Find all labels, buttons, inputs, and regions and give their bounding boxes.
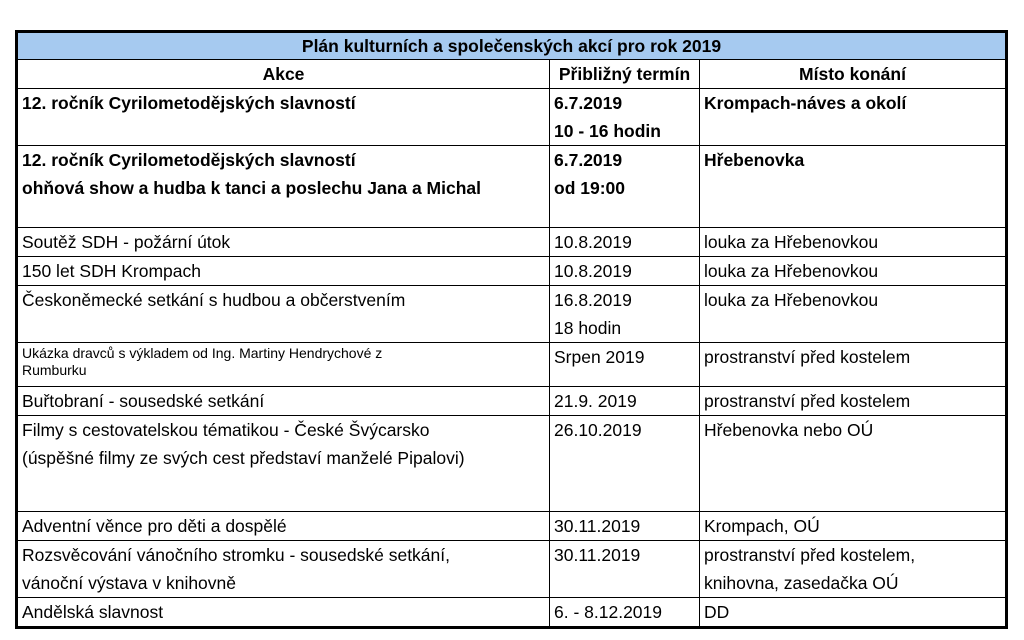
misto-cell xyxy=(700,387,1006,416)
table-row xyxy=(18,257,1006,286)
cell-line: Českoněmecké setkání s hudbou a občerstvením xyxy=(22,290,406,310)
table-row xyxy=(18,598,1006,627)
misto-cell xyxy=(700,416,1006,512)
termin-cell xyxy=(550,146,700,228)
cell-line: 21.9. 2019 xyxy=(554,391,637,411)
events-table xyxy=(17,32,1006,627)
cell-line: 6.7.2019 xyxy=(554,93,623,113)
cell-line: prostranství před kostelem xyxy=(704,391,911,411)
akce-cell xyxy=(18,541,550,598)
misto-cell xyxy=(700,228,1006,257)
table-row xyxy=(18,512,1006,541)
table-row xyxy=(18,541,1006,598)
misto-cell xyxy=(700,541,1006,598)
akce-cell xyxy=(18,257,550,286)
termin-cell xyxy=(550,387,700,416)
cell-line: Buřtobraní - sousedské setkání xyxy=(22,391,265,411)
cell-line: 6. - 8.12.2019 xyxy=(554,602,662,622)
cell-line: Adventní věnce pro děti a dospělé xyxy=(22,516,287,536)
akce-cell xyxy=(18,286,550,343)
cell-line: louka za Hřebenovkou xyxy=(704,290,879,310)
akce-cell xyxy=(18,512,550,541)
cell-line: louka za Hřebenovkou xyxy=(704,261,879,281)
termin-cell xyxy=(550,512,700,541)
termin-cell xyxy=(550,228,700,257)
table-row xyxy=(18,387,1006,416)
misto-cell xyxy=(700,286,1006,343)
misto-cell xyxy=(700,343,1006,387)
cell-line: 12. ročník Cyrilometodějských slavností xyxy=(22,93,356,113)
header-akce: Akce xyxy=(18,60,550,89)
termin-cell xyxy=(550,541,700,598)
cell-line: Filmy s cestovatelskou tématikou - České Švýcarsko xyxy=(22,420,430,440)
cell-line: Andělská slavnost xyxy=(22,602,164,622)
akce-cell xyxy=(18,343,550,387)
cell-line: 6.7.2019 xyxy=(554,150,623,170)
termin-cell xyxy=(550,416,700,512)
header-misto: Místo konání xyxy=(700,60,1006,89)
table-row xyxy=(18,286,1006,343)
cell-line: 150 let SDH Krompach xyxy=(22,261,201,281)
cell-line: 10 - 16 hodin xyxy=(554,121,661,141)
cell-line: 30.11.2019 xyxy=(554,545,641,565)
table-row xyxy=(18,416,1006,512)
cell-line: Hřebenovka nebo OÚ xyxy=(704,420,874,440)
misto-cell xyxy=(700,146,1006,228)
table-row xyxy=(18,89,1006,146)
termin-cell xyxy=(550,89,700,146)
termin-cell xyxy=(550,286,700,343)
cell-line: louka za Hřebenovkou xyxy=(704,232,879,252)
table-row xyxy=(18,343,1006,387)
cell-line: 12. ročník Cyrilometodějských slavností xyxy=(22,150,356,170)
cell-line: vánoční výstava v knihovně xyxy=(22,573,237,593)
cell-line: prostranství před kostelem, xyxy=(704,545,916,565)
cell-line: 18 hodin xyxy=(554,318,622,338)
cell-line: 16.8.2019 xyxy=(554,290,632,310)
akce-cell xyxy=(18,387,550,416)
termin-cell xyxy=(550,257,700,286)
cell-line: DD xyxy=(704,602,730,622)
misto-cell xyxy=(700,512,1006,541)
misto-cell xyxy=(700,598,1006,627)
akce-cell xyxy=(18,598,550,627)
akce-cell xyxy=(18,228,550,257)
header-termin: Přibližný termín xyxy=(550,60,700,89)
cell-line: Srpen 2019 xyxy=(554,347,645,367)
termin-cell xyxy=(550,343,700,387)
cell-line: od 19:00 xyxy=(554,178,625,198)
cell-line: Krompach, OÚ xyxy=(704,516,820,536)
table-row xyxy=(18,228,1006,257)
cell-line: ohňová show a hudba k tanci a poslechu Jana a Michal xyxy=(22,178,481,198)
cell-line: Krompach-náves a okolí xyxy=(704,93,907,113)
cell-line: (úspěšné filmy ze svých cest představí manželé Pipalovi) xyxy=(22,448,465,468)
cell-line: 26.10.2019 xyxy=(554,420,642,440)
misto-cell xyxy=(700,89,1006,146)
cell-line: 10.8.2019 xyxy=(554,232,632,252)
misto-cell xyxy=(700,257,1006,286)
akce-cell xyxy=(18,89,550,146)
termin-cell xyxy=(550,598,700,627)
cell-line: 10.8.2019 xyxy=(554,261,632,281)
cell-line: Rozsvěcování vánočního stromku - sousedské setkání, xyxy=(22,545,450,565)
akce-cell xyxy=(18,416,550,512)
table-title: Plán kulturních a společenských akcí pro rok 2019 xyxy=(18,33,1006,60)
table-row xyxy=(18,146,1006,228)
cell-line: Hřebenovka xyxy=(704,150,805,170)
cell-line: Rumburku xyxy=(22,362,87,378)
cell-line: knihovna, zasedačka OÚ xyxy=(704,573,899,593)
cell-line: prostranství před kostelem xyxy=(704,347,911,367)
header-row xyxy=(18,60,1006,89)
akce-cell xyxy=(18,146,550,228)
events-sheet xyxy=(15,30,1008,629)
cell-line: Ukázka dravců s výkladem od Ing. Martiny Hendrychové z xyxy=(22,345,383,361)
cell-line: 30.11.2019 xyxy=(554,516,641,536)
cell-line: Soutěž SDH - požární útok xyxy=(22,232,231,252)
